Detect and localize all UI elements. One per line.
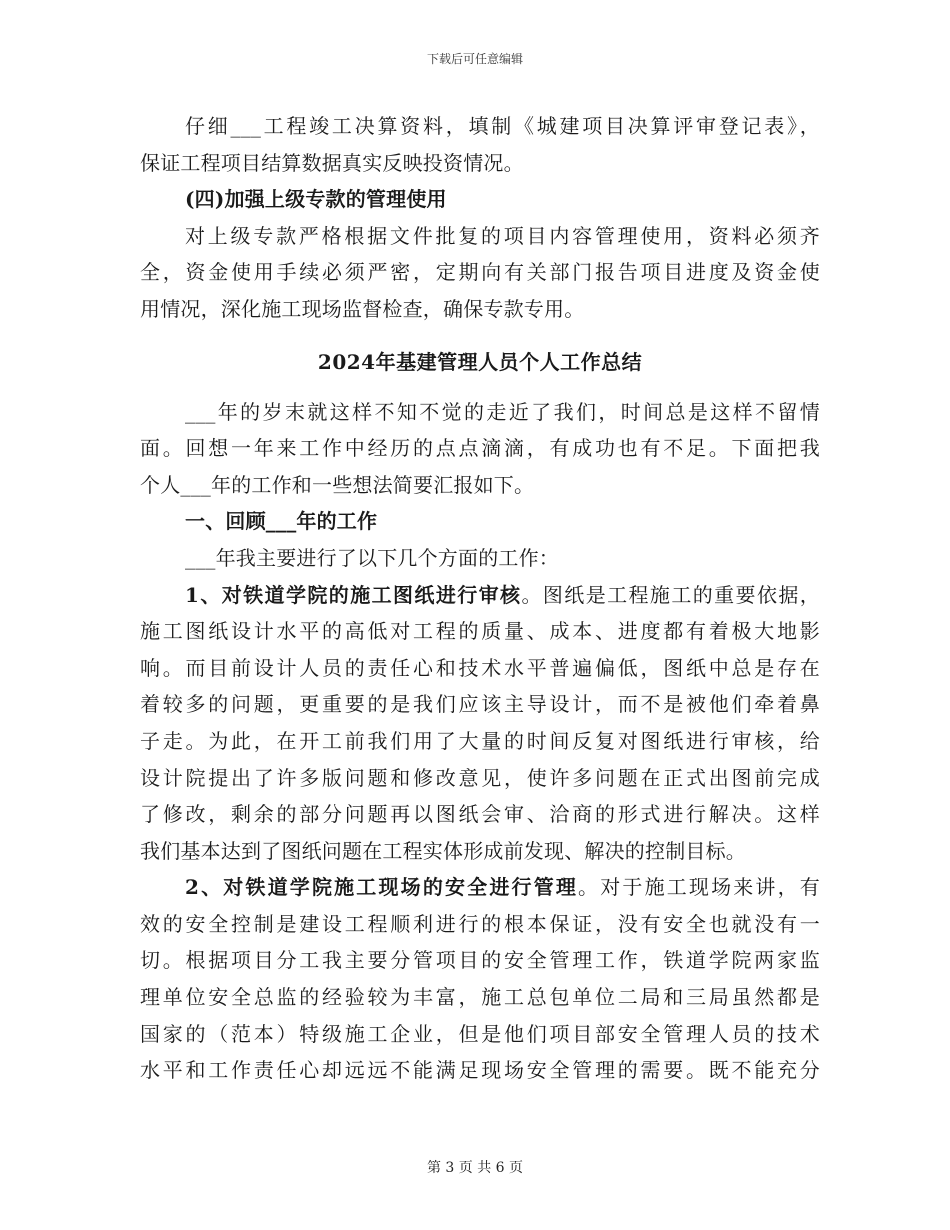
text-line: 着较多的问题，更重要的是我们应该主导设计，而不是被他们牵着鼻 — [140, 692, 820, 717]
text-line: 子走。为此，在开工前我们用了大量的时间反复对图纸进行审核，给 — [140, 728, 820, 753]
text-line: 水平和工作责任心却远远不能满足现场安全管理的需要。既不能充分 — [140, 1058, 820, 1083]
text-line: 用情况，深化施工现场监督检查，确保专款专用。 — [140, 296, 585, 321]
text-line: 我们基本达到了图纸问题在工程实体形成前发现、解决的控制目标。 — [140, 838, 746, 863]
text-line: 切。根据项目分工我主要分管项目的安全管理工作，铁道学院两家监 — [140, 948, 820, 973]
text-line: 面。回想一年来工作中经历的点点滴滴，有成功也有不足。下面把我 — [140, 436, 820, 461]
text-line: 理单位安全总监的经验较为丰富，施工总包单位二局和三局虽然都是 — [140, 985, 820, 1010]
text-line: 全，资金使用手续必须严密，定期向有关部门报告项目进度及资金使 — [140, 260, 820, 285]
item-first-line — [140, 577, 820, 614]
text-line: 响。而目前设计人员的责任心和技术水平普遍偏低，图纸中总是存在 — [140, 655, 820, 680]
item-text: 。对于施工现场来讲，有 — [578, 875, 820, 900]
section-heading: (四)加强上级专款的管理使用 — [185, 187, 447, 212]
document-body — [140, 108, 820, 1089]
page-number: 第 3 页 共 6 页 — [426, 1160, 524, 1176]
text-line: 对上级专款严格根据文件批复的项目内容管理使用，资料必须齐 — [185, 223, 820, 248]
text-line: ___年的岁末就这样不知不觉的走近了我们，时间总是这样不留情 — [185, 399, 820, 424]
text-line: 保证工程项目结算数据真实反映投资情况。 — [140, 150, 524, 175]
item-lead: 2、对铁道学院施工现场的安全进行管理 — [185, 875, 579, 900]
text-line: 了修改，剩余的部分问题再以图纸会审、洽商的形式进行解决。这样 — [140, 802, 820, 827]
page-header: 下载后可任意编辑 — [426, 52, 523, 66]
item-lead: 1、对铁道学院的施工图纸进行审核 — [185, 582, 522, 607]
item-first-line — [140, 869, 820, 906]
text-line: 设计院提出了许多版问题和修改意见，使许多问题在正式出图前完成 — [140, 765, 820, 790]
text-line: 个人___年的工作和一些想法简要汇报如下。 — [140, 472, 535, 497]
text-line: 国家的（范本）特级施工企业，但是他们项目部安全管理人员的技术 — [140, 1021, 820, 1046]
text-line: 施工图纸设计水平的高低对工程的质量、成本、进度都有着极大地影 — [140, 619, 820, 644]
section-heading: 一、回顾___年的工作 — [185, 509, 378, 534]
item-text: 。图纸是工程施工的重要依据， — [521, 582, 820, 607]
text-line: ___年我主要进行了以下几个方面的工作： — [185, 545, 559, 570]
document-title: 2024年基建管理人员个人工作总结 — [317, 349, 643, 374]
text-line: 仔细___工程竣工决算资料，填制《城建项目决算评审登记表》， — [185, 114, 820, 138]
text-line: 效的安全控制是建设工程顺利进行的根本保证，没有安全也就没有一 — [140, 911, 820, 936]
